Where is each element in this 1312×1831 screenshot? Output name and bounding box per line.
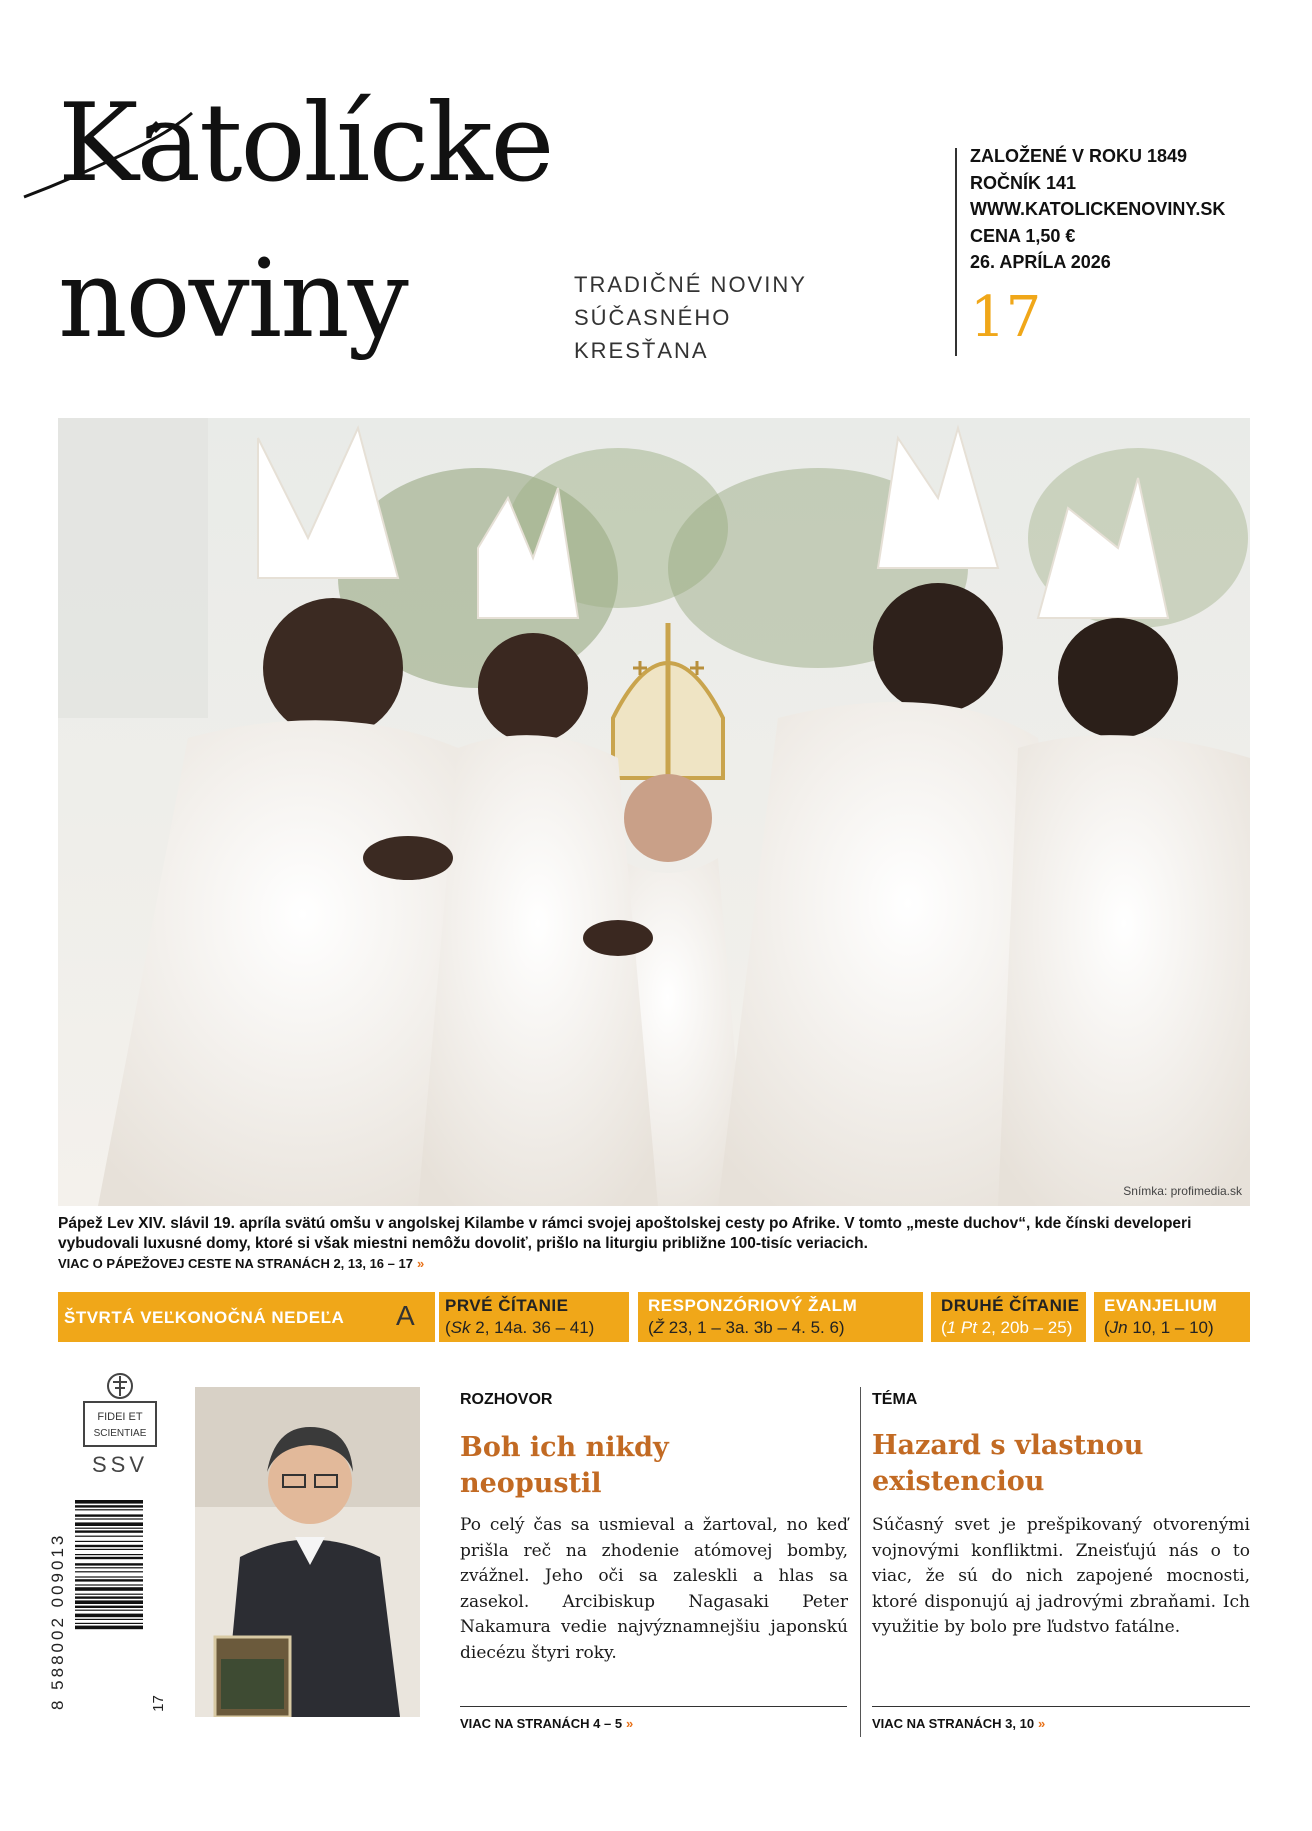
barcode-bar bbox=[75, 1576, 143, 1577]
reading-ref: (1 Pt 2, 20b – 25) bbox=[941, 1318, 1073, 1337]
reading-ref: (Sk 2, 14a. 36 – 41) bbox=[445, 1318, 595, 1337]
barcode-bar bbox=[75, 1619, 143, 1620]
barcode-bar bbox=[75, 1557, 143, 1559]
reading-first[interactable] bbox=[439, 1292, 629, 1342]
barcode-bars bbox=[75, 1500, 143, 1720]
barcode-bar bbox=[75, 1571, 143, 1572]
chevron-right-icon: » bbox=[1038, 1716, 1046, 1731]
info-divider bbox=[955, 148, 957, 356]
masthead-title-line2: noviny bbox=[58, 237, 407, 362]
barcode-addon: 17 bbox=[149, 1695, 167, 1712]
tagline-line: TRADIČNÉ NOVINY bbox=[574, 272, 807, 297]
interview-lead: Po celý čas sa usmieval a žartoval, no keď prišla reč na zhodenie atómovej bomby, zvážnel. Jeho oči sa zaleskli a hlas sa zasekol. Arcibiskup Nagasaki Peter Nakamura vedie najvýznamnejšiu japonskú diecézu štyri roky. bbox=[460, 1515, 848, 1663]
barcode-bar bbox=[75, 1584, 143, 1585]
barcode-bar bbox=[75, 1528, 143, 1529]
headline-line: existenciou bbox=[872, 1466, 1045, 1497]
reading-second[interactable] bbox=[931, 1292, 1086, 1342]
reading-label: DRUHÉ ČÍTANIE bbox=[941, 1296, 1080, 1315]
topic-more-link[interactable] bbox=[872, 1716, 1045, 1731]
tagline-line: SÚČASNÉHO bbox=[574, 305, 732, 330]
headline-line: Hazard s vlastnou bbox=[872, 1430, 1144, 1461]
barcode-bar bbox=[75, 1563, 143, 1565]
reading-label: EVANJELIUM bbox=[1104, 1296, 1218, 1315]
barcode-bar bbox=[75, 1530, 143, 1532]
svg-text:FIDEI ET: FIDEI ET bbox=[97, 1411, 143, 1423]
cover-photo bbox=[58, 418, 1250, 1206]
barcode-bar bbox=[75, 1626, 143, 1630]
caption-more-link[interactable] bbox=[58, 1256, 424, 1271]
barcode-bar bbox=[75, 1509, 143, 1510]
barcode-bar bbox=[75, 1514, 143, 1516]
barcode-bar bbox=[75, 1518, 143, 1519]
barcode-bar bbox=[75, 1594, 143, 1595]
cross-emblem-icon bbox=[80, 1372, 160, 1482]
barcode-number: 8 588002 009013 bbox=[48, 1532, 67, 1710]
headline-line: Boh ich nikdy bbox=[460, 1432, 669, 1463]
column-divider bbox=[860, 1387, 861, 1737]
barcode-bar bbox=[75, 1579, 143, 1581]
barcode-bar bbox=[75, 1536, 143, 1537]
barcode-bar bbox=[75, 1606, 143, 1608]
barcode-bar bbox=[75, 1596, 143, 1598]
reading-ref: (Jn 10, 1 – 10) bbox=[1104, 1318, 1214, 1337]
info-date: 26. APRÍLA 2026 bbox=[970, 252, 1111, 272]
reading-label: PRVÉ ČÍTANIE bbox=[445, 1296, 569, 1315]
barcode-bar bbox=[75, 1610, 143, 1611]
portrait-illustration bbox=[195, 1387, 420, 1717]
topic-rule bbox=[872, 1706, 1250, 1707]
issue-number: 17 bbox=[970, 285, 1042, 350]
barcode-digits bbox=[40, 1505, 70, 1720]
caption-more-text: VIAC O PÁPEŽOVEJ CESTE NA STRANÁCH 2, 13, 16 – 17 bbox=[58, 1256, 413, 1271]
barcode-bar bbox=[75, 1587, 143, 1591]
sunday-label: ŠTVRTÁ VEĽKONOČNÁ NEDEĽA bbox=[64, 1308, 345, 1327]
interview-portrait-photo bbox=[195, 1387, 420, 1717]
barcode-bar bbox=[75, 1549, 143, 1550]
chevron-right-icon: » bbox=[416, 1256, 425, 1271]
publisher-logo bbox=[80, 1372, 160, 1487]
topic-headline[interactable] bbox=[872, 1428, 1143, 1500]
chevron-right-icon: » bbox=[626, 1716, 634, 1731]
svg-text:SCIENTIAE: SCIENTIAE bbox=[93, 1428, 147, 1439]
info-volume: ROČNÍK 141 bbox=[970, 172, 1077, 193]
topic-more-text: VIAC NA STRANÁCH 3, 10 bbox=[872, 1716, 1035, 1731]
barcode-bar bbox=[75, 1567, 143, 1568]
photo-credit: Snímka: profimedia.sk bbox=[1123, 1184, 1242, 1198]
barcode-bar bbox=[75, 1500, 143, 1504]
interview-headline[interactable] bbox=[460, 1430, 669, 1502]
topic-section-label: TÉMA bbox=[872, 1391, 918, 1408]
masthead-tagline bbox=[574, 268, 807, 367]
topic-lead: Súčasný svet je prešpikovaný otvorenými vojnovými konfliktmi. Zneisťujú nás o to viac, že sú do nich zapojené mocnosti, ktoré disponujú aj jadrovými zbraňami. Ich využitie by bolo pre ľudstvo fatálne. bbox=[872, 1515, 1250, 1637]
barcode bbox=[75, 1500, 143, 1720]
reading-label: RESPONZÓRIOVÝ ŽALM bbox=[648, 1296, 858, 1315]
info-founded: ZALOŽENÉ V ROKU 1849 bbox=[970, 146, 1188, 166]
barcode-bar bbox=[75, 1623, 143, 1624]
barcode-bar bbox=[75, 1545, 143, 1547]
interview-section-label: ROZHOVOR bbox=[460, 1391, 553, 1408]
reading-gospel[interactable] bbox=[1094, 1292, 1250, 1342]
info-price: CENA 1,50 € bbox=[970, 225, 1076, 246]
barcode-bar bbox=[75, 1505, 143, 1507]
barcode-bar bbox=[75, 1614, 143, 1618]
interview-rule bbox=[460, 1706, 847, 1707]
reading-ref: (Ž 23, 1 – 3a. 3b – 4. 5. 6) bbox=[648, 1318, 845, 1337]
info-website: WWW.KATOLICKENOVINY.SK bbox=[970, 199, 1226, 219]
cover-photo-illustration bbox=[58, 418, 1250, 1206]
masthead-title-line1: Katolícke bbox=[58, 81, 553, 206]
photo-caption bbox=[58, 1214, 1258, 1254]
caption-text: Pápež Lev XIV. slávil 19. apríla svätú omšu v angolskej Kilambe v rámci svojej apoštolskej cesty po Afrike. V tomto „meste duchov“, kde čínski developeri vybudovali luxusné domy, ktoré si však miestni nemôžu dovoliť, prišlo na liturgiu približne 100-tisíc veriacich. bbox=[58, 1215, 1192, 1252]
barcode-bar bbox=[75, 1554, 143, 1555]
barcode-bar bbox=[75, 1600, 143, 1604]
issue-info bbox=[970, 143, 1225, 276]
tagline-line: KRESŤANA bbox=[574, 338, 709, 363]
interview-more-text: VIAC NA STRANÁCH 4 – 5 bbox=[460, 1716, 623, 1731]
interview-more-link[interactable] bbox=[460, 1716, 633, 1731]
readings-sunday-cell bbox=[58, 1292, 435, 1342]
barcode-bar bbox=[75, 1522, 143, 1526]
headline-line: neopustil bbox=[460, 1468, 602, 1499]
barcode-bar bbox=[75, 1541, 143, 1542]
reading-psalm[interactable] bbox=[638, 1292, 923, 1342]
svg-text:SSV: SSV bbox=[91, 1452, 149, 1477]
liturgical-cycle: A bbox=[396, 1300, 415, 1331]
